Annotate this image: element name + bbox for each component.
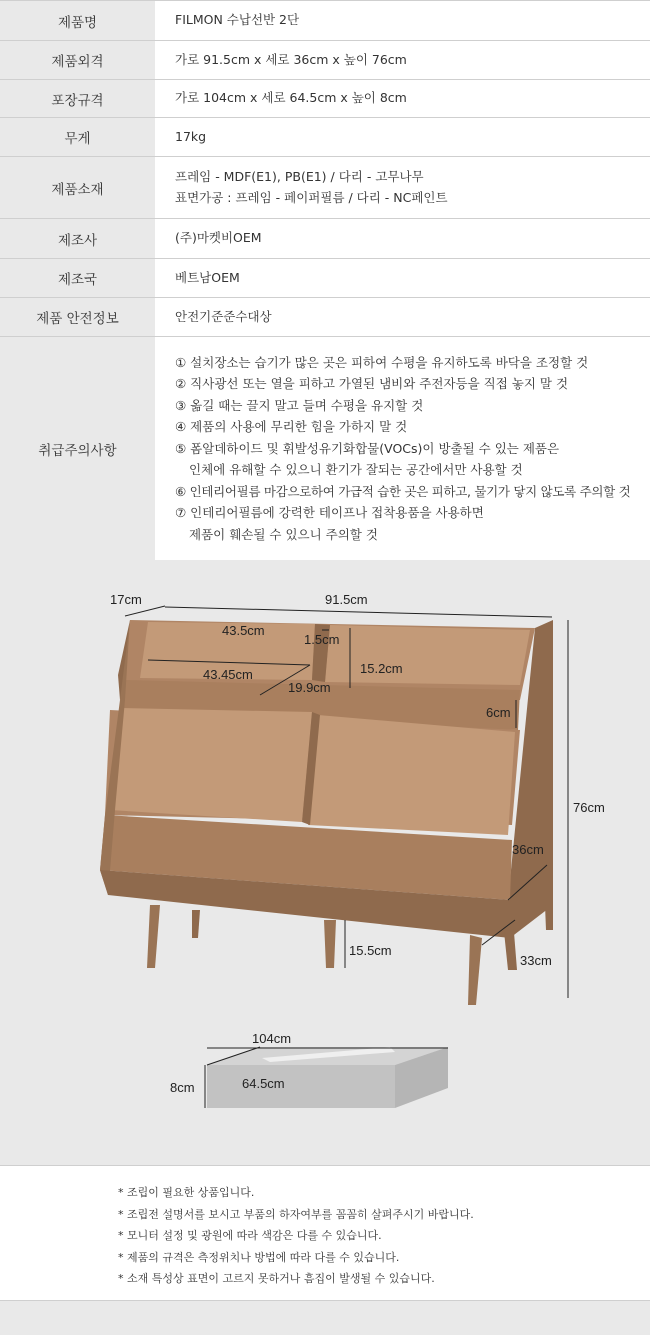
leg-side-right — [545, 905, 553, 930]
spec-value — [155, 157, 650, 219]
dim-leg-height: 15.5cm — [349, 943, 392, 958]
spec-value: 가로 104cm x 세로 64.5cm x 높이 8cm — [155, 80, 650, 118]
diagram-svg — [0, 560, 650, 1166]
caution-line: ⑥ 인테리어필름 마감으로하여 가급적 습한 곳은 피하고, 물기가 닿지 않도록 주의할 것 — [175, 483, 631, 499]
spec-label: 제품외격 — [0, 41, 155, 80]
caution-line: 인체에 유해할 수 있으니 환기가 잘되는 공간에서만 사용할 것 — [189, 462, 523, 478]
dim-depth: 36cm — [512, 842, 544, 857]
material-line: 프레임 - MDF(E1), PB(E1) / 다리 - 고무나무 — [175, 169, 424, 184]
dim-height: 76cm — [573, 800, 605, 815]
dim-line-width — [165, 607, 552, 617]
dim-divider: 1.5cm — [304, 632, 340, 647]
spec-label: 무게 — [0, 118, 155, 157]
spec-label: 포장규격 — [0, 80, 155, 118]
note-line: * 제품의 규격은 측정위치나 방법에 따라 다를 수 있습니다. — [118, 1250, 400, 1264]
package-width: 104cm — [252, 1031, 292, 1046]
spec-value: FILMON 수납선반 2단 — [155, 1, 650, 41]
dimension-diagram — [0, 560, 650, 1166]
dim-inner-width: 43.5cm — [222, 623, 265, 638]
spec-value: 안전기준준수대상 — [155, 298, 650, 337]
dim-depth-top: 17cm — [110, 592, 142, 607]
note-line: * 모니터 설정 및 광원에 따라 색감은 다를 수 있습니다. — [118, 1229, 382, 1242]
package-front — [207, 1065, 395, 1108]
caution-line: ⑦ 인테리어필름에 강력한 테이프나 접착용품을 사용하면 — [175, 505, 484, 521]
dim-width: 91.5cm — [325, 592, 368, 607]
caution-line: ① 설치장소는 습기가 많은 곳은 피하여 수평을 유지하도록 바닥을 조정할 것 — [175, 354, 589, 370]
spec-label: 제조사 — [0, 219, 155, 259]
spec-row-caution — [0, 337, 650, 561]
leg-front-middle — [324, 920, 336, 968]
lower-compartment-right — [308, 715, 515, 835]
dim-line-depth-top — [125, 606, 165, 616]
spec-label: 제품명 — [0, 1, 155, 41]
spec-value: (주)마켓비OEM — [155, 219, 650, 259]
spec-label: 제조국 — [0, 259, 155, 298]
material-line: 표면가공 : 프레임 - 페이퍼필름 / 다리 - NC페인트 — [175, 189, 448, 205]
spec-row-safety — [0, 298, 650, 337]
caution-line: ⑤ 폼알데하이드 및 휘발성유기화합물(VOCs)이 방출될 수 있는 제품은 — [175, 440, 560, 456]
spec-value — [155, 337, 650, 561]
package-depth: 64.5cm — [242, 1076, 285, 1091]
dim-board: 6cm — [486, 705, 511, 720]
dim-shelf-depth: 19.9cm — [288, 680, 331, 695]
spec-row-package — [0, 80, 650, 118]
package-height: 8cm — [170, 1080, 195, 1095]
cabinet-drawing — [100, 620, 553, 1005]
top-compartment-right — [325, 625, 530, 685]
caution-line: 제품이 훼손될 수 있으니 주의할 것 — [189, 526, 378, 542]
spec-table — [0, 0, 650, 561]
bottom-strip — [0, 1301, 650, 1335]
note-line: * 조립이 필요한 상품입니다. — [118, 1186, 255, 1199]
spec-label: 제품 안전정보 — [0, 298, 155, 337]
leg-front-right — [468, 935, 482, 1005]
spec-value: 17kg — [155, 118, 650, 157]
spec-label: 제품소재 — [0, 157, 155, 219]
notes-section — [0, 1166, 650, 1301]
spec-row-weight — [0, 118, 650, 157]
spec-label: 취급주의사항 — [0, 337, 155, 561]
note-line: * 소재 특성상 표면이 고르지 못하거나 흠집이 발생될 수 있습니다. — [118, 1272, 435, 1285]
spec-value: 가로 91.5cm x 세로 36cm x 높이 76cm — [155, 41, 650, 80]
caution-line: ② 직사광선 또는 열을 피하고 가열된 냄비와 주전자등을 직접 놓지 말 것 — [175, 376, 569, 392]
leg-back-left — [192, 910, 200, 938]
caution-line: ④ 제품의 사용에 무리한 힘을 가하지 말 것 — [175, 419, 408, 435]
leg-front-left — [147, 905, 160, 968]
note-line: * 조립전 설명서를 보시고 부품의 하자여부를 꼼꼼히 살펴주시기 바랍니다. — [118, 1207, 474, 1221]
spec-row-manufacturer — [0, 219, 650, 259]
spec-row-size — [0, 41, 650, 80]
caution-line: ③ 옮길 때는 끌지 말고 들며 수평을 유지할 것 — [175, 397, 424, 413]
spec-row-name — [0, 1, 650, 41]
lower-compartment-left — [110, 708, 312, 822]
dim-inner-width-2: 43.45cm — [203, 667, 253, 682]
spec-row-material — [0, 157, 650, 219]
spec-row-country — [0, 259, 650, 298]
dim-inner-height: 15.2cm — [360, 661, 403, 676]
spec-value: 베트남OEM — [155, 259, 650, 298]
dim-base-depth: 33cm — [520, 953, 552, 968]
